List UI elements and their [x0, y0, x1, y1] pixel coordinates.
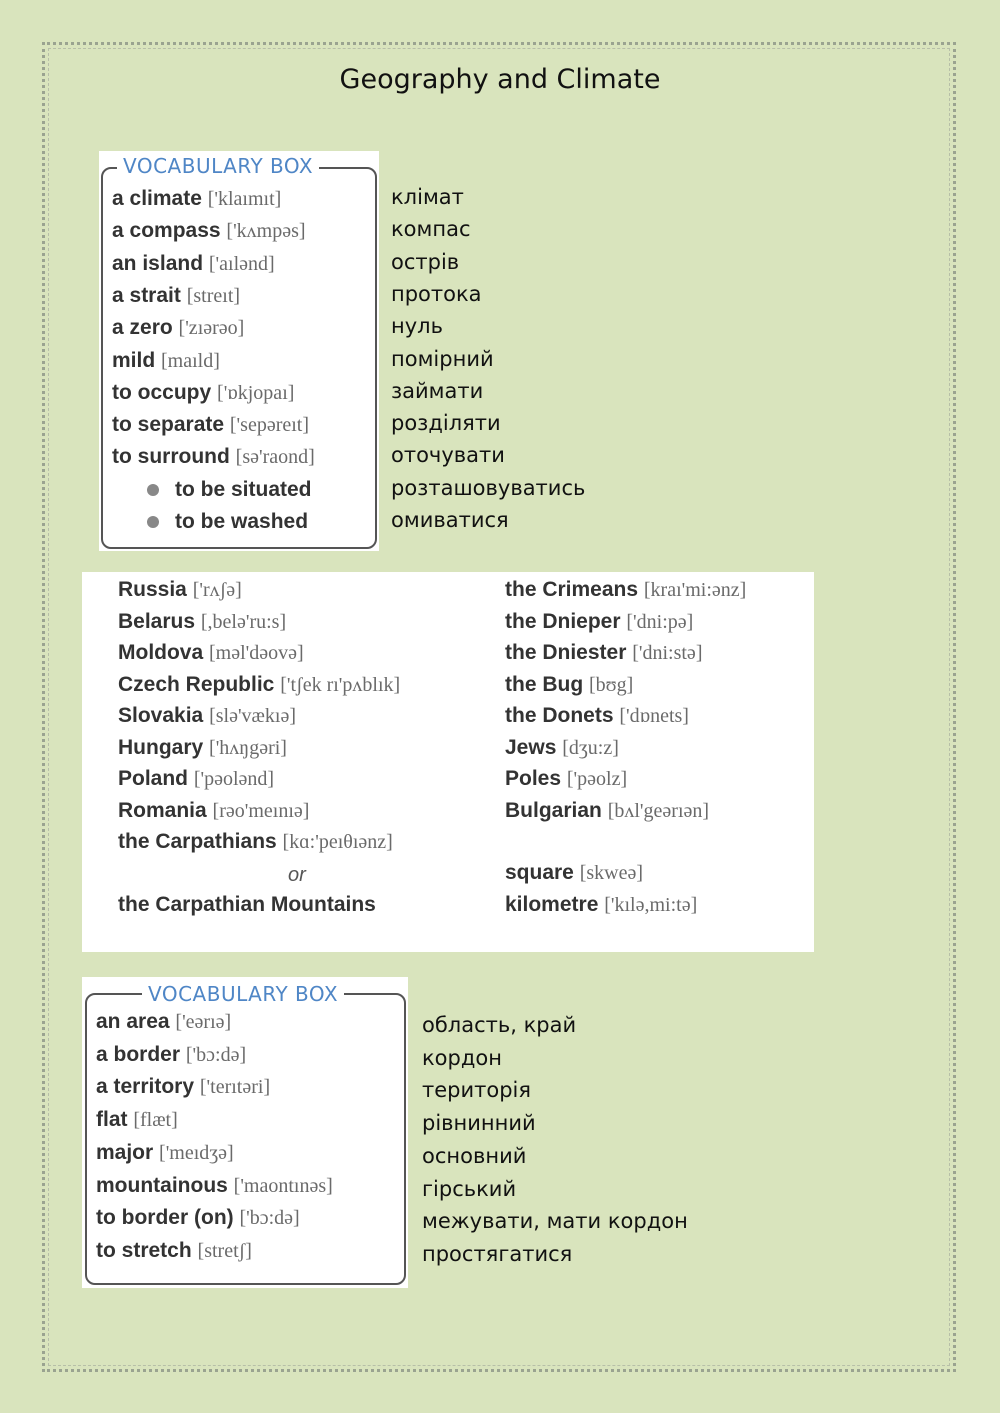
entry-word: to occupy: [112, 380, 212, 404]
entry-pronunciation: [,belə'ru:s]: [200, 610, 287, 633]
entry-translation: рівнинний: [422, 1111, 536, 1136]
vocabulary-entry: [505, 767, 627, 791]
vocabulary-entry: [96, 1174, 333, 1198]
entry-pronunciation: [kraı'mi:ənz]: [643, 579, 747, 601]
entry-pronunciation: [streıt]: [186, 284, 241, 307]
vocabulary-box-heading: VOCABULARY BOX: [117, 154, 319, 178]
entry-pronunciation: ['zıərəo]: [178, 317, 245, 340]
entry-word: to be washed: [175, 510, 309, 533]
entry-pronunciation: [rəo'meınıə]: [212, 799, 310, 822]
vocabulary-entry: [112, 381, 294, 405]
entry-word: Poles: [505, 767, 562, 790]
entry-word: Romania: [118, 798, 207, 822]
vocabulary-entry: [112, 349, 220, 373]
entry-pronunciation: ['bɔ:də]: [185, 1043, 247, 1066]
vocabulary-entry: [505, 610, 693, 634]
entry-pronunciation: ['kʌmpəs]: [226, 220, 306, 243]
entry-word: the Bug: [505, 672, 584, 696]
entry-translation: розділяти: [391, 411, 501, 436]
vocabulary-entry: [505, 673, 633, 697]
vocabulary-entry: [505, 704, 689, 728]
entry-word: Poland: [118, 767, 189, 790]
vocabulary-entry: [96, 1010, 231, 1034]
entry-word: a strait: [112, 283, 181, 307]
vocabulary-entry: [147, 478, 312, 502]
entry-word: flat: [96, 1108, 128, 1132]
entry-word: to border (on): [96, 1206, 234, 1230]
entry-pronunciation: [dʒu:z]: [562, 736, 619, 759]
entry-pronunciation: [kɑ:'peıθıənz]: [282, 831, 393, 853]
entry-translation: нуль: [391, 314, 443, 339]
entry-word: Belarus: [118, 609, 196, 633]
vocabulary-entry: [96, 1206, 300, 1230]
vocabulary-entry: [112, 413, 309, 437]
entry-pronunciation: ['rʌʃə]: [192, 579, 242, 601]
entry-pronunciation: [bʌl'geərıən]: [607, 799, 710, 822]
entry-word: Moldova: [118, 641, 204, 664]
vocabulary-entry: [505, 578, 746, 602]
entry-pronunciation: ['klaımıt]: [207, 188, 282, 210]
vocabulary-entry: [96, 1108, 178, 1132]
vocabulary-entry: [118, 673, 400, 697]
vocabulary-entry: [505, 736, 619, 760]
entry-pronunciation: [skweə]: [579, 862, 644, 884]
vocabulary-entry: [505, 641, 702, 665]
entry-translation: гірський: [422, 1176, 517, 1201]
entry-pronunciation: ['kılə,mi:tə]: [604, 894, 698, 916]
vocabulary-entry: [118, 767, 274, 791]
entry-word: Czech Republic: [118, 672, 275, 696]
entry-translation: помірний: [391, 346, 494, 371]
entry-translation: протока: [391, 281, 482, 306]
entry-word: a border: [96, 1042, 181, 1066]
entry-translation: кордон: [422, 1045, 502, 1070]
entry-translation: область, край: [422, 1013, 577, 1037]
entry-translation: територія: [422, 1078, 532, 1103]
vocabulary-entry: [96, 1141, 234, 1165]
entry-word: the Dniester: [505, 641, 627, 664]
entry-translation: омиватися: [391, 508, 509, 532]
vocabulary-entry: [118, 893, 376, 917]
entry-translation: острів: [391, 249, 460, 274]
vocabulary-entry: [112, 187, 281, 211]
entry-word: the Carpathians: [118, 830, 277, 853]
entry-pronunciation: ['pəolz]: [566, 768, 628, 790]
entry-word: to be situated: [175, 477, 312, 501]
entry-pronunciation: ['dni:stə]: [632, 642, 703, 664]
or-label: or: [288, 864, 306, 886]
entry-pronunciation: [maıld]: [161, 349, 220, 372]
vocabulary-entry: [112, 219, 306, 243]
entry-word: a territory: [96, 1075, 195, 1099]
entry-word: Jews: [505, 735, 557, 759]
entry-word: to separate: [112, 413, 225, 437]
page-title: Geography and Climate: [339, 64, 661, 95]
entry-pronunciation: [flæt]: [133, 1109, 178, 1132]
entry-word: an area: [96, 1010, 170, 1033]
vocabulary-entry: [96, 1043, 246, 1067]
entry-translation: основний: [422, 1143, 527, 1168]
entry-pronunciation: [sə'raond]: [235, 446, 315, 469]
vocabulary-entry: [118, 736, 287, 760]
entry-pronunciation: ['aılənd]: [208, 252, 275, 275]
entry-pronunciation: ['terıtəri]: [199, 1076, 271, 1099]
vocabulary-entry: [96, 1075, 270, 1099]
vocabulary-entry: [505, 861, 643, 885]
entry-pronunciation: [məl'dəovə]: [209, 642, 304, 664]
vocabulary-box-heading: VOCABULARY BOX: [142, 982, 344, 1006]
vocabulary-entry: [505, 893, 697, 917]
entry-word: Russia: [118, 578, 187, 601]
entry-pronunciation: ['sepəreıt]: [229, 414, 310, 437]
entry-pronunciation: [bʊg]: [589, 673, 634, 696]
entry-word: the Carpathian Mountains: [118, 893, 376, 916]
vocabulary-entry: [118, 578, 242, 602]
vocabulary-entry: [96, 1239, 252, 1263]
entry-word: to surround: [112, 445, 230, 469]
entry-word: a compass: [112, 219, 221, 243]
entry-pronunciation: ['pəolənd]: [193, 768, 275, 790]
entry-translation: оточувати: [391, 443, 505, 468]
entry-translation: займати: [391, 378, 484, 403]
entry-word: the Donets: [505, 704, 614, 727]
entry-word: mild: [112, 348, 156, 372]
vocabulary-entry: [118, 641, 304, 665]
vocabulary-entry: [505, 799, 709, 823]
vocabulary-entry: [118, 830, 393, 854]
entry-pronunciation: ['tʃek rı'pʌblık]: [280, 673, 401, 696]
entry-word: kilometre: [505, 893, 599, 916]
entry-pronunciation: ['meıdʒə]: [159, 1141, 234, 1164]
entry-pronunciation: ['maontınəs]: [233, 1174, 333, 1197]
entry-pronunciation: [stretʃ]: [197, 1239, 252, 1262]
entry-pronunciation: ['dɒnets]: [619, 705, 689, 727]
entry-word: Hungary: [118, 735, 204, 759]
entry-word: a zero: [112, 316, 173, 340]
vocabulary-entry: [112, 316, 244, 340]
vocabulary-entry: [118, 610, 286, 634]
entry-word: a climate: [112, 187, 202, 210]
entry-pronunciation: ['hʌŋgəri]: [209, 736, 287, 759]
entry-word: mountainous: [96, 1173, 228, 1197]
vocabulary-entry: [147, 510, 308, 534]
entry-word: Bulgarian: [505, 798, 602, 822]
entry-translation: розташовуватись: [391, 475, 586, 500]
bullet-icon: [147, 484, 159, 496]
entry-pronunciation: ['ɒkjopaı]: [217, 381, 295, 404]
vocabulary-entry: [112, 252, 275, 276]
entry-word: the Crimeans: [505, 578, 639, 601]
vocabulary-entry: [118, 799, 309, 823]
entry-pronunciation: [slə'vækıə]: [209, 705, 296, 727]
entry-pronunciation: ['eərıə]: [175, 1011, 232, 1033]
entry-translation: компас: [391, 217, 471, 242]
vocabulary-entry: [118, 704, 296, 728]
entry-pronunciation: ['bɔ:də]: [239, 1207, 300, 1230]
entry-word: the Dnieper: [505, 609, 621, 633]
entry-word: an island: [112, 251, 204, 275]
entry-word: major: [96, 1140, 154, 1164]
entry-translation: простягатися: [422, 1241, 573, 1266]
bullet-icon: [147, 516, 159, 528]
entry-word: square: [505, 861, 574, 884]
entry-translation: клімат: [391, 185, 464, 209]
entry-word: to stretch: [96, 1238, 192, 1262]
entry-translation: межувати, мати кордон: [422, 1209, 688, 1234]
vocabulary-entry: [112, 284, 240, 308]
entry-pronunciation: ['dni:pə]: [626, 610, 694, 633]
vocabulary-entry: [112, 445, 315, 469]
entry-word: Slovakia: [118, 704, 204, 727]
